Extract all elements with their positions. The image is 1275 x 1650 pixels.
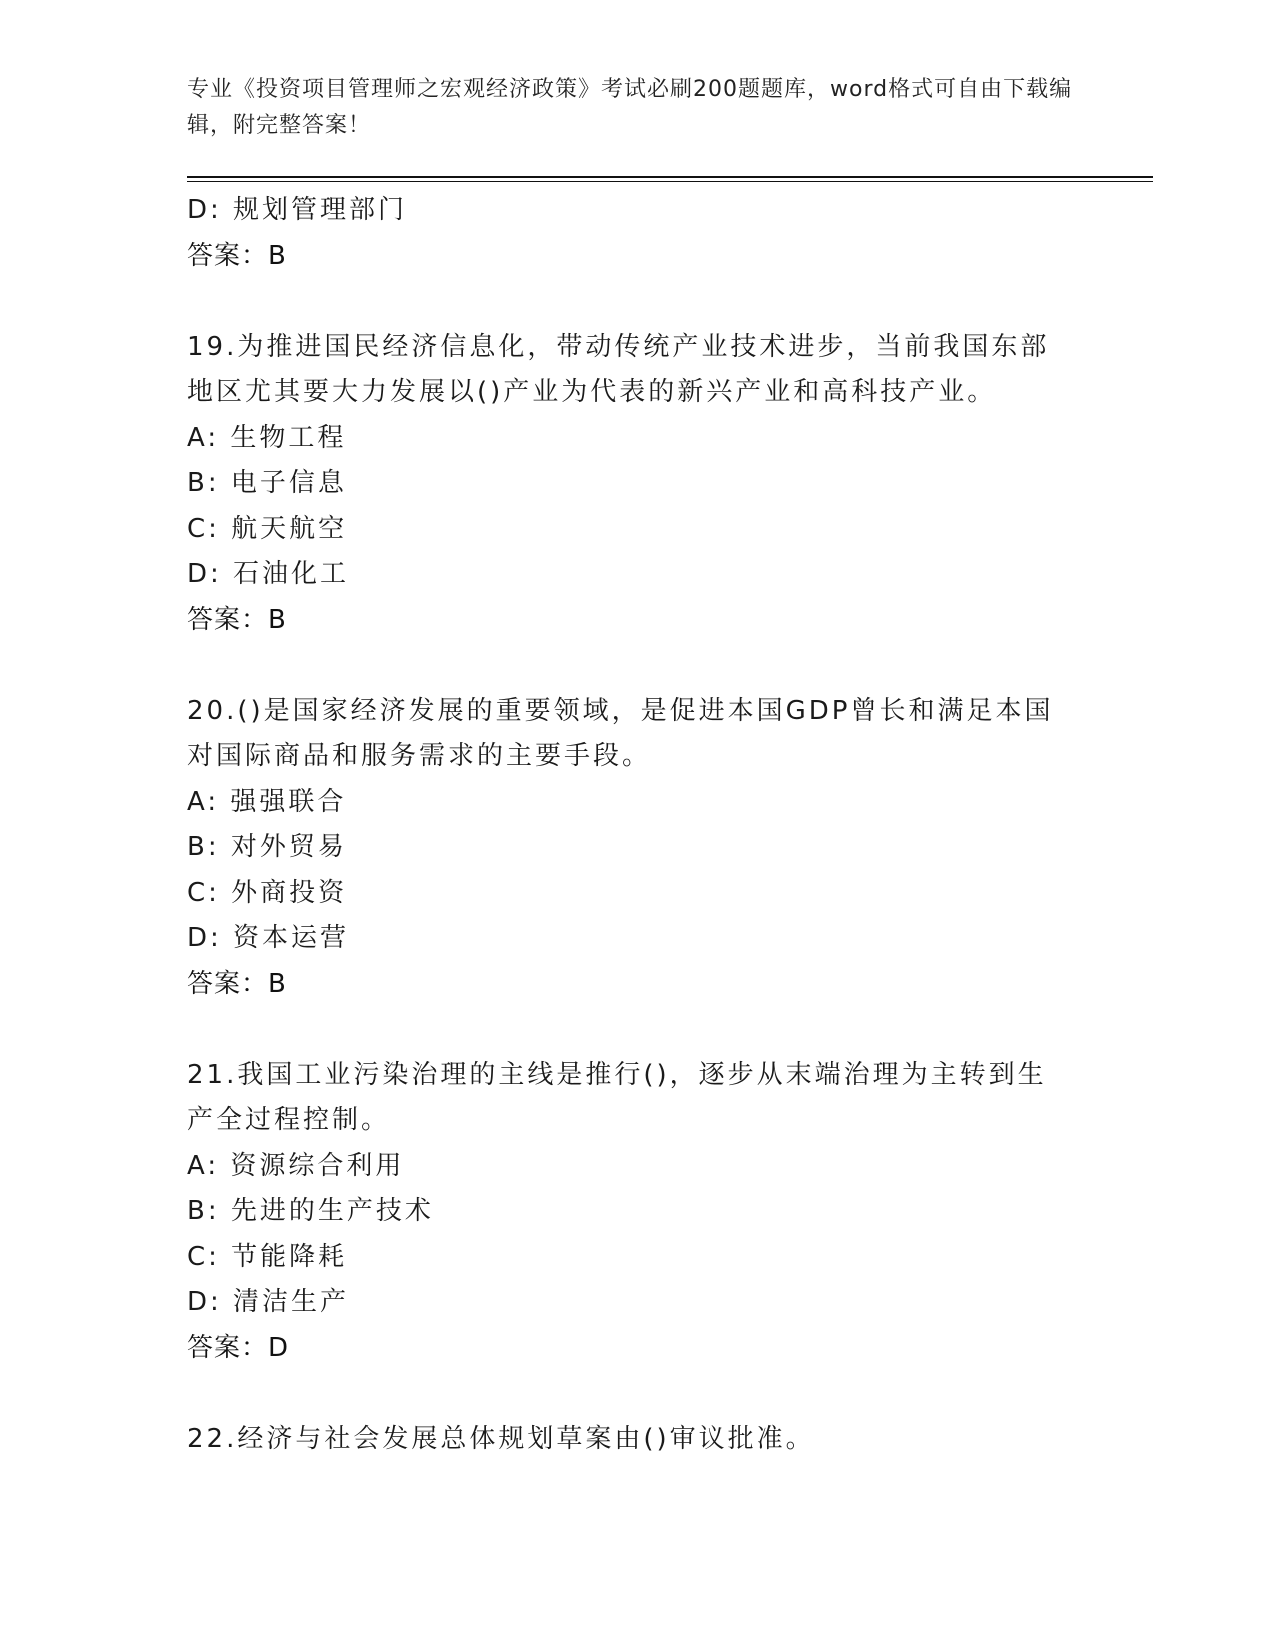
question-21-option-b: B: 先进的生产技术: [187, 1196, 434, 1226]
header-rule-thick: [187, 176, 1153, 178]
prev-answer: 答案：B: [187, 240, 287, 271]
question-21-option-c: C: 节能降耗: [187, 1241, 348, 1272]
question-20-option-d: D: 资本运营: [187, 923, 350, 953]
document-header: 专业《投资项目管理师之宏观经济政策》考试必刷200题题库，word格式可自由下载编辑，附完整答案！: [187, 77, 1073, 138]
document-body: [187, 188, 1087, 1462]
question-20-option-a: A: 强强联合: [187, 786, 347, 817]
question-20-option-b: B: 对外贸易: [187, 832, 347, 862]
question-20-option-c: C: 外商投资: [187, 877, 348, 908]
question-19-stem: 19.为推进国民经济信息化，带动传统产业技术进步，当前我国东部地区尤其要大力发展以()产业为代表的新兴产业和高科技产业。: [187, 331, 1050, 407]
question-19-option-d: D: 石油化工: [187, 559, 350, 589]
question-21-answer: 答案：D: [187, 1332, 290, 1363]
header-rule-thin: [187, 181, 1153, 182]
question-19-answer: 答案：B: [187, 604, 287, 635]
question-21-option-d: D: 清洁生产: [187, 1287, 350, 1317]
question-22-stem: 22.经济与社会发展总体规划草案由()审议批准。: [187, 1423, 815, 1454]
question-19-option-a: A: 生物工程: [187, 422, 347, 453]
question-21-stem: 21.我国工业污染治理的主线是推行()，逐步从末端治理为主转到生产全过程控制。: [187, 1059, 1047, 1135]
question-20-stem: 20.()是国家经济发展的重要领域，是促进本国GDP曾长和满足本国对国际商品和服务需求的主要手段。: [187, 695, 1054, 771]
question-21-option-a: A: 资源综合利用: [187, 1150, 405, 1181]
prev-option-d: D: 规划管理部门: [187, 195, 408, 225]
question-20-answer: 答案：B: [187, 968, 287, 999]
question-19-option-c: C: 航天航空: [187, 513, 348, 544]
question-19-option-b: B: 电子信息: [187, 468, 347, 498]
